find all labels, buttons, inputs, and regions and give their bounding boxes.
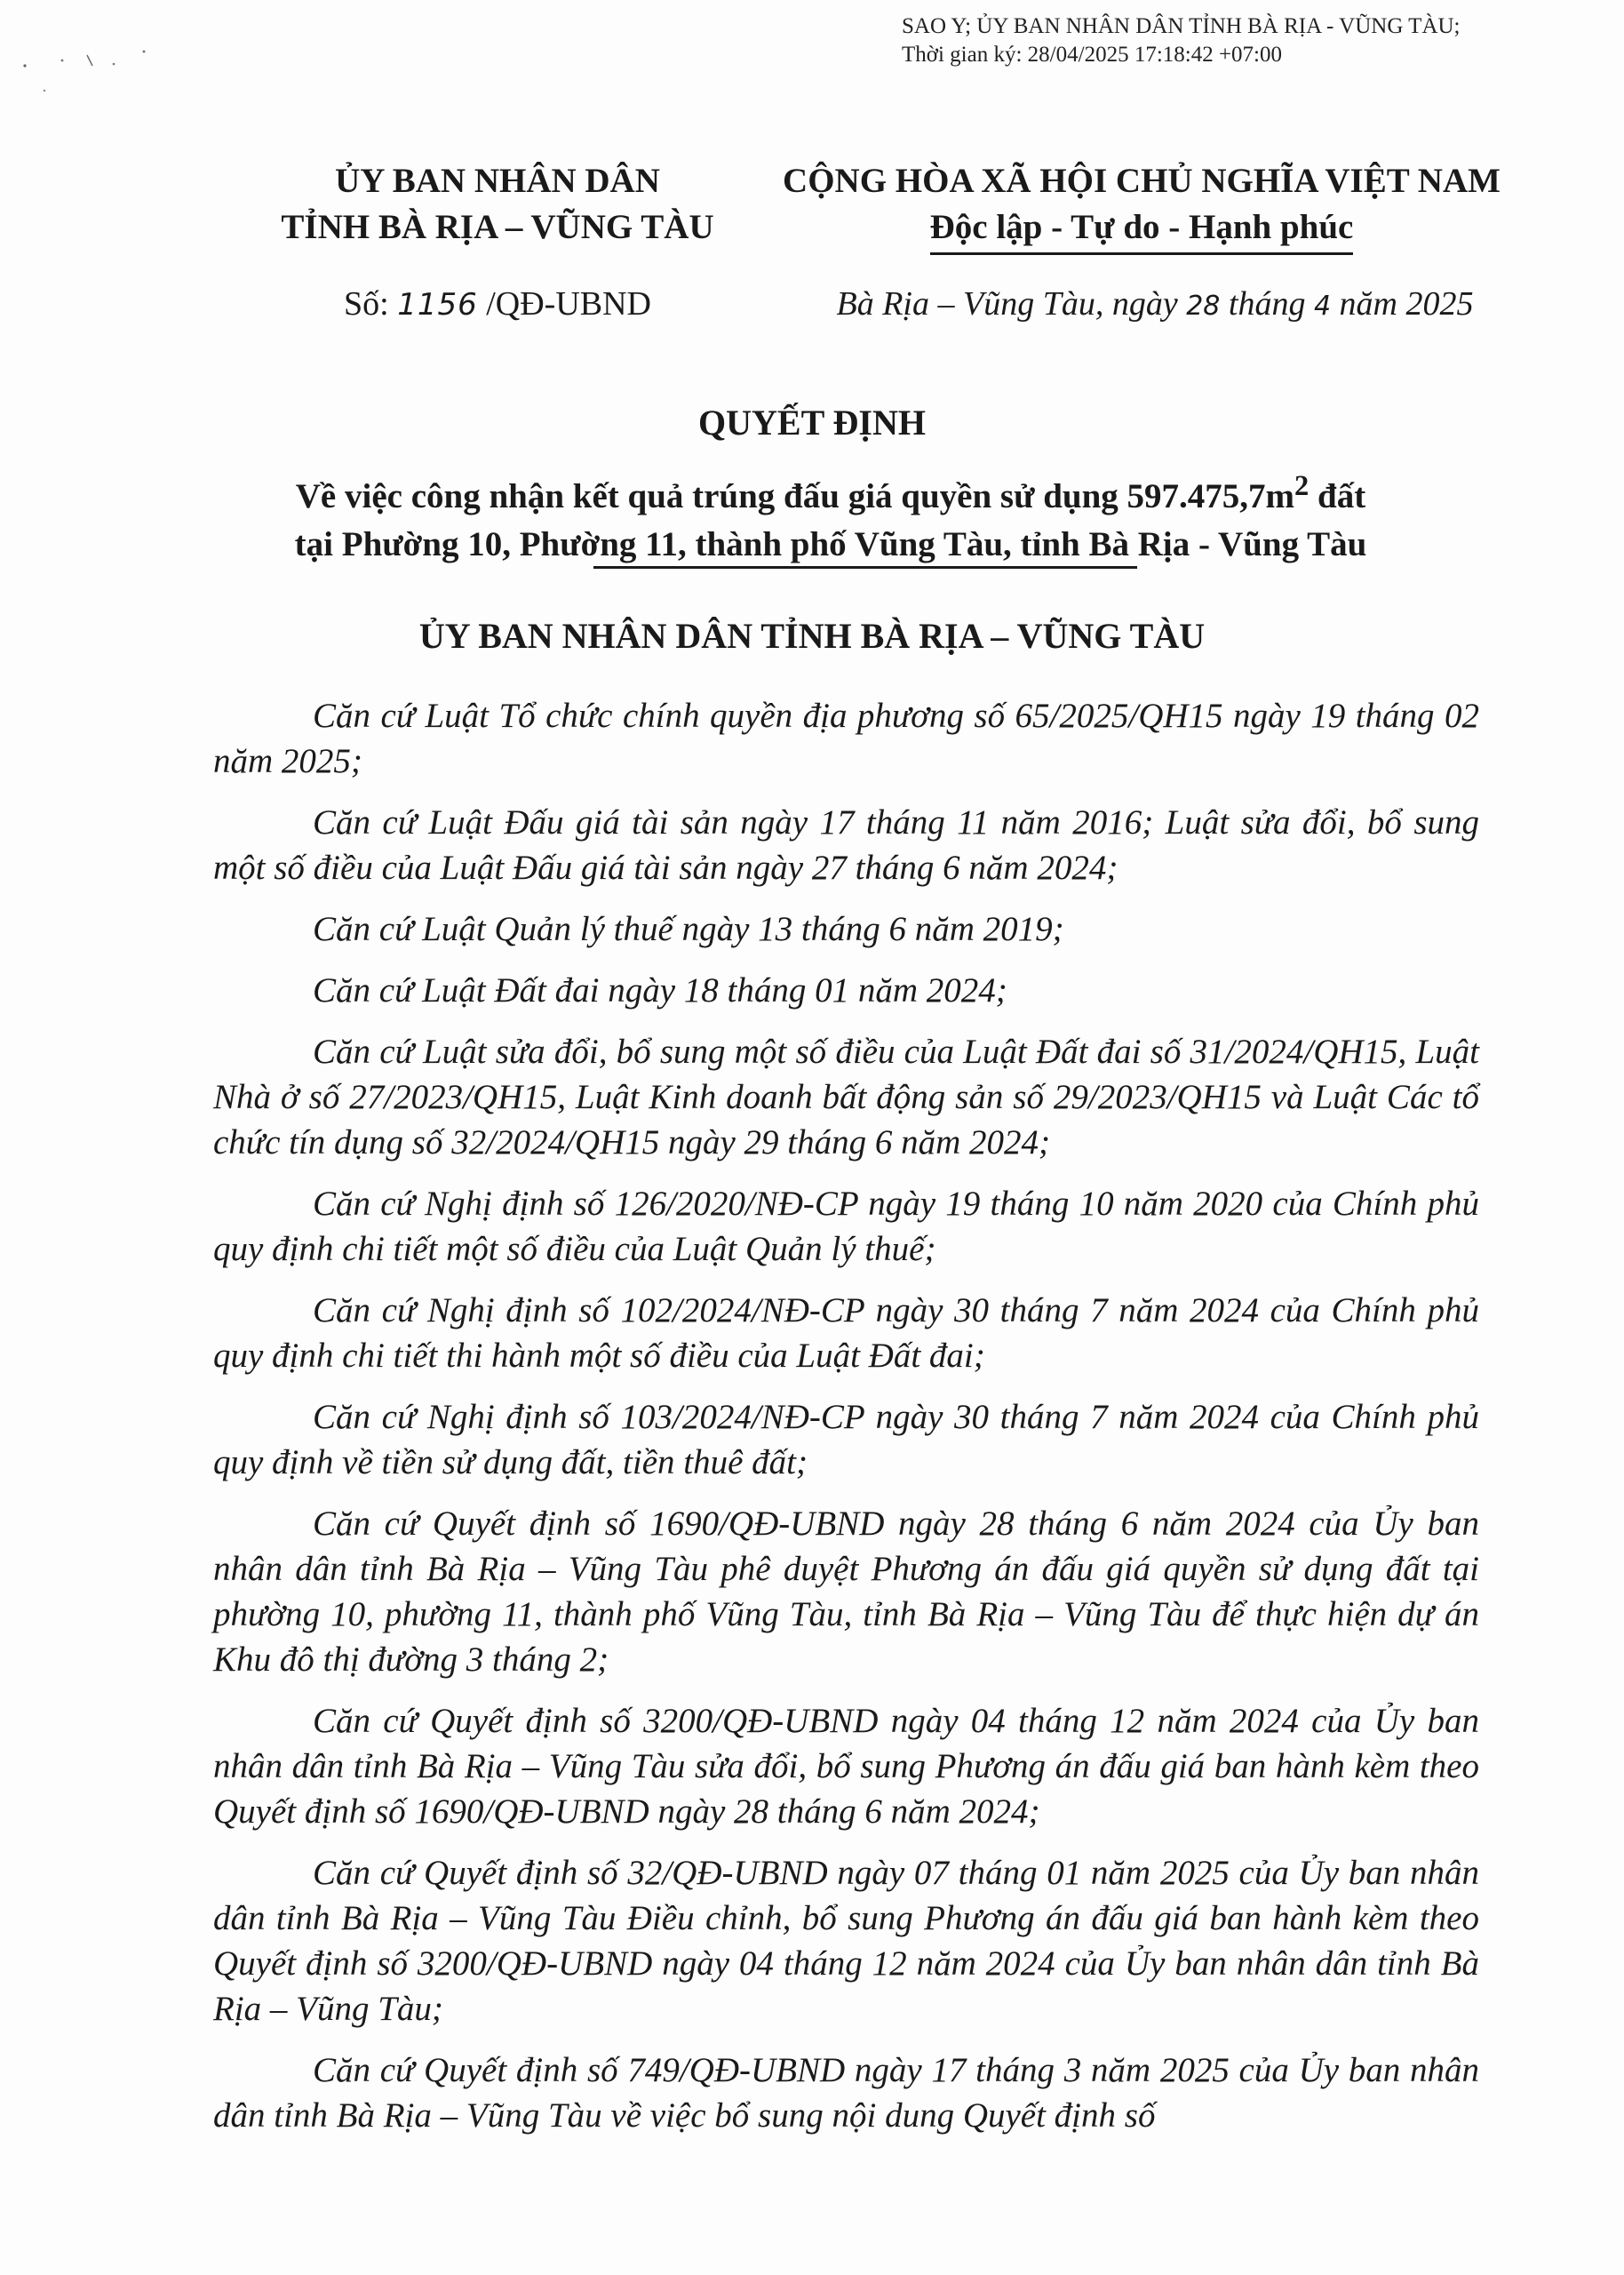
area-superscript: 2 [1294, 470, 1310, 502]
legal-basis-paragraph: Căn cứ Luật Đất đai ngày 18 tháng 01 năm 2024; [313, 971, 1007, 1010]
document-header [0, 158, 1624, 336]
document-subject [178, 462, 1484, 569]
digital-signature-stamp [902, 12, 1461, 69]
country-name: CỘNG HÒA XÃ HỘI CHỦ NGHĨA VIỆT NAM [783, 162, 1501, 200]
issuing-authority: ỦY BAN NHÂN DÂN TỈNH BÀ RỊA – VŨNG TÀU [418, 616, 1206, 656]
document-number [244, 284, 751, 323]
legal-basis-paragraph: Căn cứ Luật Quản lý thuế ngày 13 tháng 6 năm 2019; [313, 910, 1064, 948]
subject-underline [593, 566, 1137, 569]
legal-basis-paragraph: Căn cứ Nghị định số 126/2020/NĐ-CP ngày 19 tháng 10 năm 2020 của Chính phủ quy định chi tiết một số điều của Luật Quản lý thuế; [213, 1185, 1479, 1268]
date-part-1: Bà Rịa – Vũng Tàu, ngày [836, 285, 1187, 323]
subject-line-1-text: Về việc công nhận kết quả trúng đấu giá quyền sử dụng 597.475,7m [295, 477, 1295, 515]
subject-line-1-end: đất [1309, 477, 1366, 515]
issuing-agency [244, 158, 751, 251]
legal-basis-paragraph: Căn cứ Quyết định số 1690/QĐ-UBND ngày 28 tháng 6 năm 2024 của Ủy ban nhân dân tỉnh Bà Rịa – Vũng Tàu phê duyệt Phương án đấu giá quyền sử dụng đất tại phường 10, phường 11, thành phố Vũng Tàu, tỉnh Bà Rịa – Vũng Tàu để thực hiện dự án Khu đô thị đường 3 tháng 2; [213, 1505, 1479, 1679]
legal-basis-paragraph: Căn cứ Nghị định số 103/2024/NĐ-CP ngày 30 tháng 7 năm 2024 của Chính phủ quy định về tiền sử dụng đất, tiền thuê đất; [213, 1398, 1479, 1481]
handwritten-day: 28 [1186, 291, 1221, 322]
agency-line-2: TỈNH BÀ RỊA – VŨNG TÀU [281, 208, 714, 246]
legal-basis-paragraph: Căn cứ Quyết định số 749/QĐ-UBND ngày 17 tháng 3 năm 2025 của Ủy ban nhân dân tỉnh Bà Rịa – Vũng Tàu về việc bổ sung nội dung Quyết định số [213, 2051, 1479, 2135]
document-title: QUYẾT ĐỊNH [698, 403, 926, 443]
legal-bases [213, 693, 1479, 2154]
number-prefix: Số: [343, 285, 398, 323]
number-suffix: /QĐ-UBND [477, 285, 651, 323]
legal-basis-paragraph: Căn cứ Luật sửa đổi, bổ sung một số điều của Luật Đất đai số 31/2024/QH15, Luật Nhà ở số 27/2023/QH15, Luật Kinh doanh bất động sản số 29/2023/QH15 và Luật Các tổ chức tín dụng số 32/2024/QH15 ngày 29 tháng 6 năm 2024; [213, 1033, 1479, 1161]
national-motto: Độc lập - Tự do - Hạnh phúc [930, 204, 1354, 255]
legal-basis-paragraph: Căn cứ Quyết định số 32/QĐ-UBND ngày 07 tháng 01 năm 2025 của Ủy ban nhân dân tỉnh Bà Rịa – Vũng Tàu Điều chỉnh, bổ sung Phương án đấu giá ban hành kèm theo Quyết định số 3200/QĐ-UBND ngày 04 tháng 12 năm 2024 của Ủy ban nhân dân tỉnh Bà Rịa – Vũng Tàu; [213, 1854, 1479, 2028]
legal-basis-paragraph: Căn cứ Quyết định số 3200/QĐ-UBND ngày 04 tháng 12 năm 2024 của Ủy ban nhân dân tỉnh Bà Rịa – Vũng Tàu sửa đổi, bổ sung Phương án đấu giá ban hành kèm theo Quyết định số 1690/QĐ-UBND ngày 28 tháng 6 năm 2024; [213, 1702, 1479, 1831]
date-part-2: tháng [1220, 285, 1314, 323]
date-part-3: năm 2025 [1331, 285, 1474, 323]
subject-line-1 [178, 462, 1484, 521]
handwritten-month: 4 [1313, 291, 1332, 322]
document-date [746, 284, 1564, 323]
agency-line-1: ỦY BAN NHÂN DÂN [335, 162, 660, 200]
national-heading [746, 158, 1537, 255]
legal-basis-paragraph: Căn cứ Nghị định số 102/2024/NĐ-CP ngày 30 tháng 7 năm 2024 của Chính phủ quy định chi tiết thi hành một số điều của Luật Đất đai; [213, 1291, 1479, 1375]
stamp-line-1: SAO Y; ỦY BAN NHÂN DÂN TỈNH BÀ RỊA - VŨNG TÀU; [902, 14, 1461, 38]
scan-specks [9, 44, 160, 107]
legal-basis-paragraph: Căn cứ Luật Tổ chức chính quyền địa phương số 65/2025/QH15 ngày 19 tháng 02 năm 2025; [213, 697, 1479, 780]
subject-line-2: tại Phường 10, Phường 11, thành phố Vũng Tàu, tỉnh Bà Rịa - Vũng Tàu [294, 525, 1367, 563]
legal-basis-paragraph: Căn cứ Luật Đấu giá tài sản ngày 17 tháng 11 năm 2016; Luật sửa đổi, bổ sung một số điều của Luật Đấu giá tài sản ngày 27 tháng 6 năm 2024; [213, 803, 1479, 887]
handwritten-number: 1156 [397, 287, 478, 323]
stamp-line-2: Thời gian ký: 28/04/2025 17:18:42 +07:00 [902, 43, 1283, 67]
